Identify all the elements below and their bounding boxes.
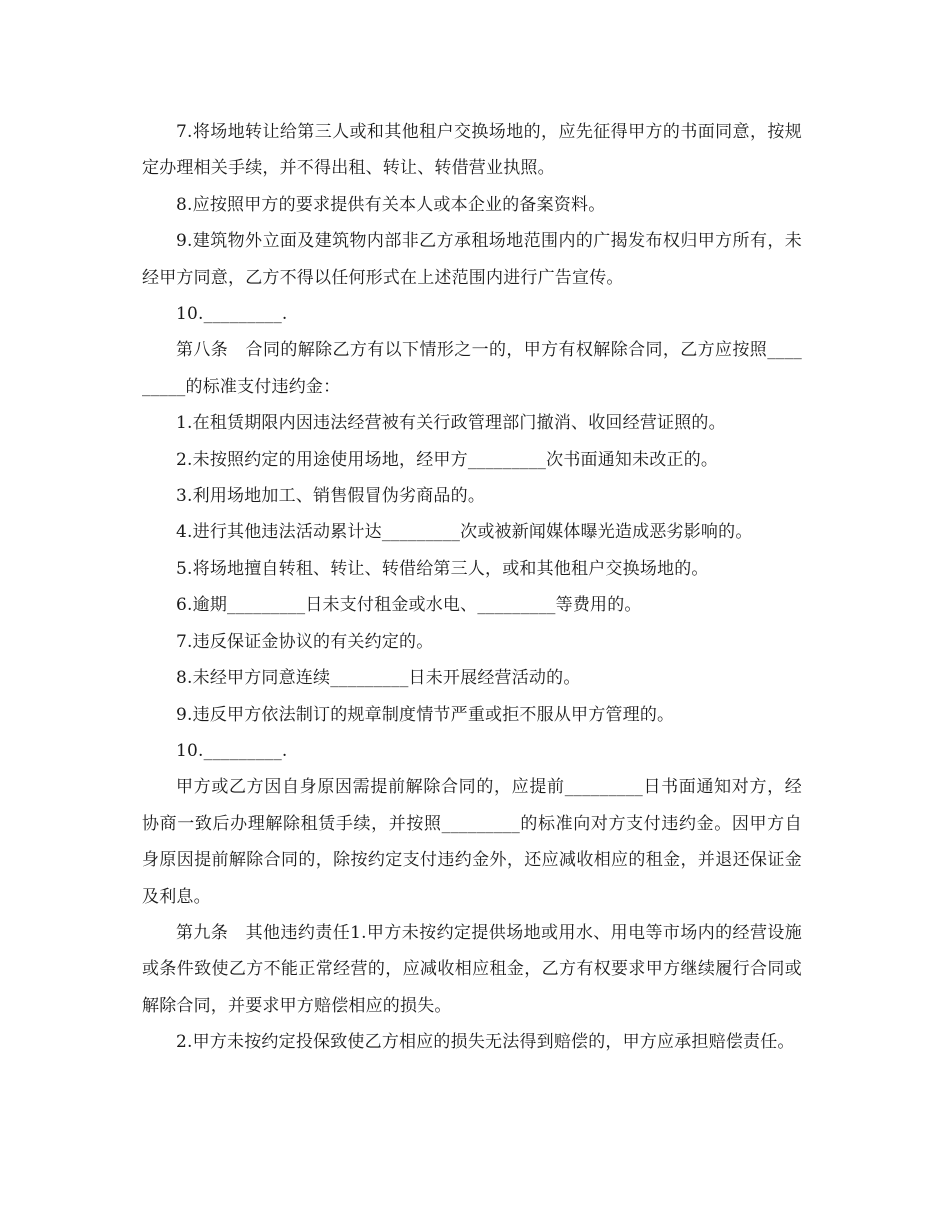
clause-7-transfer: 7.将场地转让给第三人或和其他租户交换场地的，应先征得甲方的书面同意，按规定办理相关手续，并不得出租、转让、转借营业执照。	[142, 122, 802, 179]
contract-body	[142, 114, 802, 1061]
early-termination-paragraph: 甲方或乙方因自身原因需提前解除合同的，应提前_________日书面通知对方，经协商一致后办理解除租赁手续，并按照_________的标准向对方支付违约金。因甲方自身原因提前解除合同的，除按约定支付违约金外，还应减收相应的租金，并退还保证金及利息。	[142, 777, 802, 907]
termination-item-6: 6.逾期_________日未支付租金或水电、_________等费用的。	[176, 595, 642, 616]
clause-10-blank: 10._________.	[176, 304, 288, 325]
termination-item-2: 2.未按照约定的用途使用场地，经甲方_________次书面通知未改正的。	[176, 449, 719, 470]
termination-item-5: 5.将场地擅自转租、转让、转借给第三人，或和其他租户交换场地的。	[176, 558, 709, 579]
liability-item-2: 2.甲方未按约定投保致使乙方相应的损失无法得到赔偿的，甲方应承担赔偿责任。	[176, 1032, 795, 1053]
article-8-heading: 第八条 合同的解除乙方有以下情形之一的，甲方有权解除合同，乙方应按照_________的标准支付违约金：	[142, 340, 802, 397]
termination-item-1: 1.在租赁期限内因违法经营被有关行政管理部门撤消、收回经营证照的。	[176, 413, 726, 434]
termination-item-4: 4.进行其他违法活动累计达_________次或被新闻媒体曝光造成恶劣影响的。	[176, 522, 753, 543]
clause-9-advertising: 9.建筑物外立面及建筑物内部非乙方承租场地范围内的广揭发布权归甲方所有，未经甲方同意，乙方不得以任何形式在上述范围内进行广告宣传。	[142, 231, 802, 288]
termination-item-3: 3.利用场地加工、销售假冒伪劣商品的。	[176, 486, 486, 507]
termination-item-9: 9.违反甲方依法制订的规章制度情节严重或拒不服从甲方管理的。	[176, 704, 675, 725]
termination-item-8: 8.未经甲方同意连续_________日未开展经营活动的。	[176, 668, 581, 689]
termination-item-10: 10._________.	[176, 740, 288, 761]
clause-8-records: 8.应按照甲方的要求提供有关本人或本企业的备案资料。	[176, 194, 606, 215]
article-9-heading: 第九条 其他违约责任1.甲方未按约定提供场地或用水、用电等市场内的经营设施或条件致使乙方不能正常经营的，应减收相应租金，乙方有权要求甲方继续履行合同或解除合同，并要求甲方赔偿相应的损失。	[142, 922, 802, 1016]
termination-item-7: 7.违反保证金协议的有关约定的。	[176, 631, 434, 652]
